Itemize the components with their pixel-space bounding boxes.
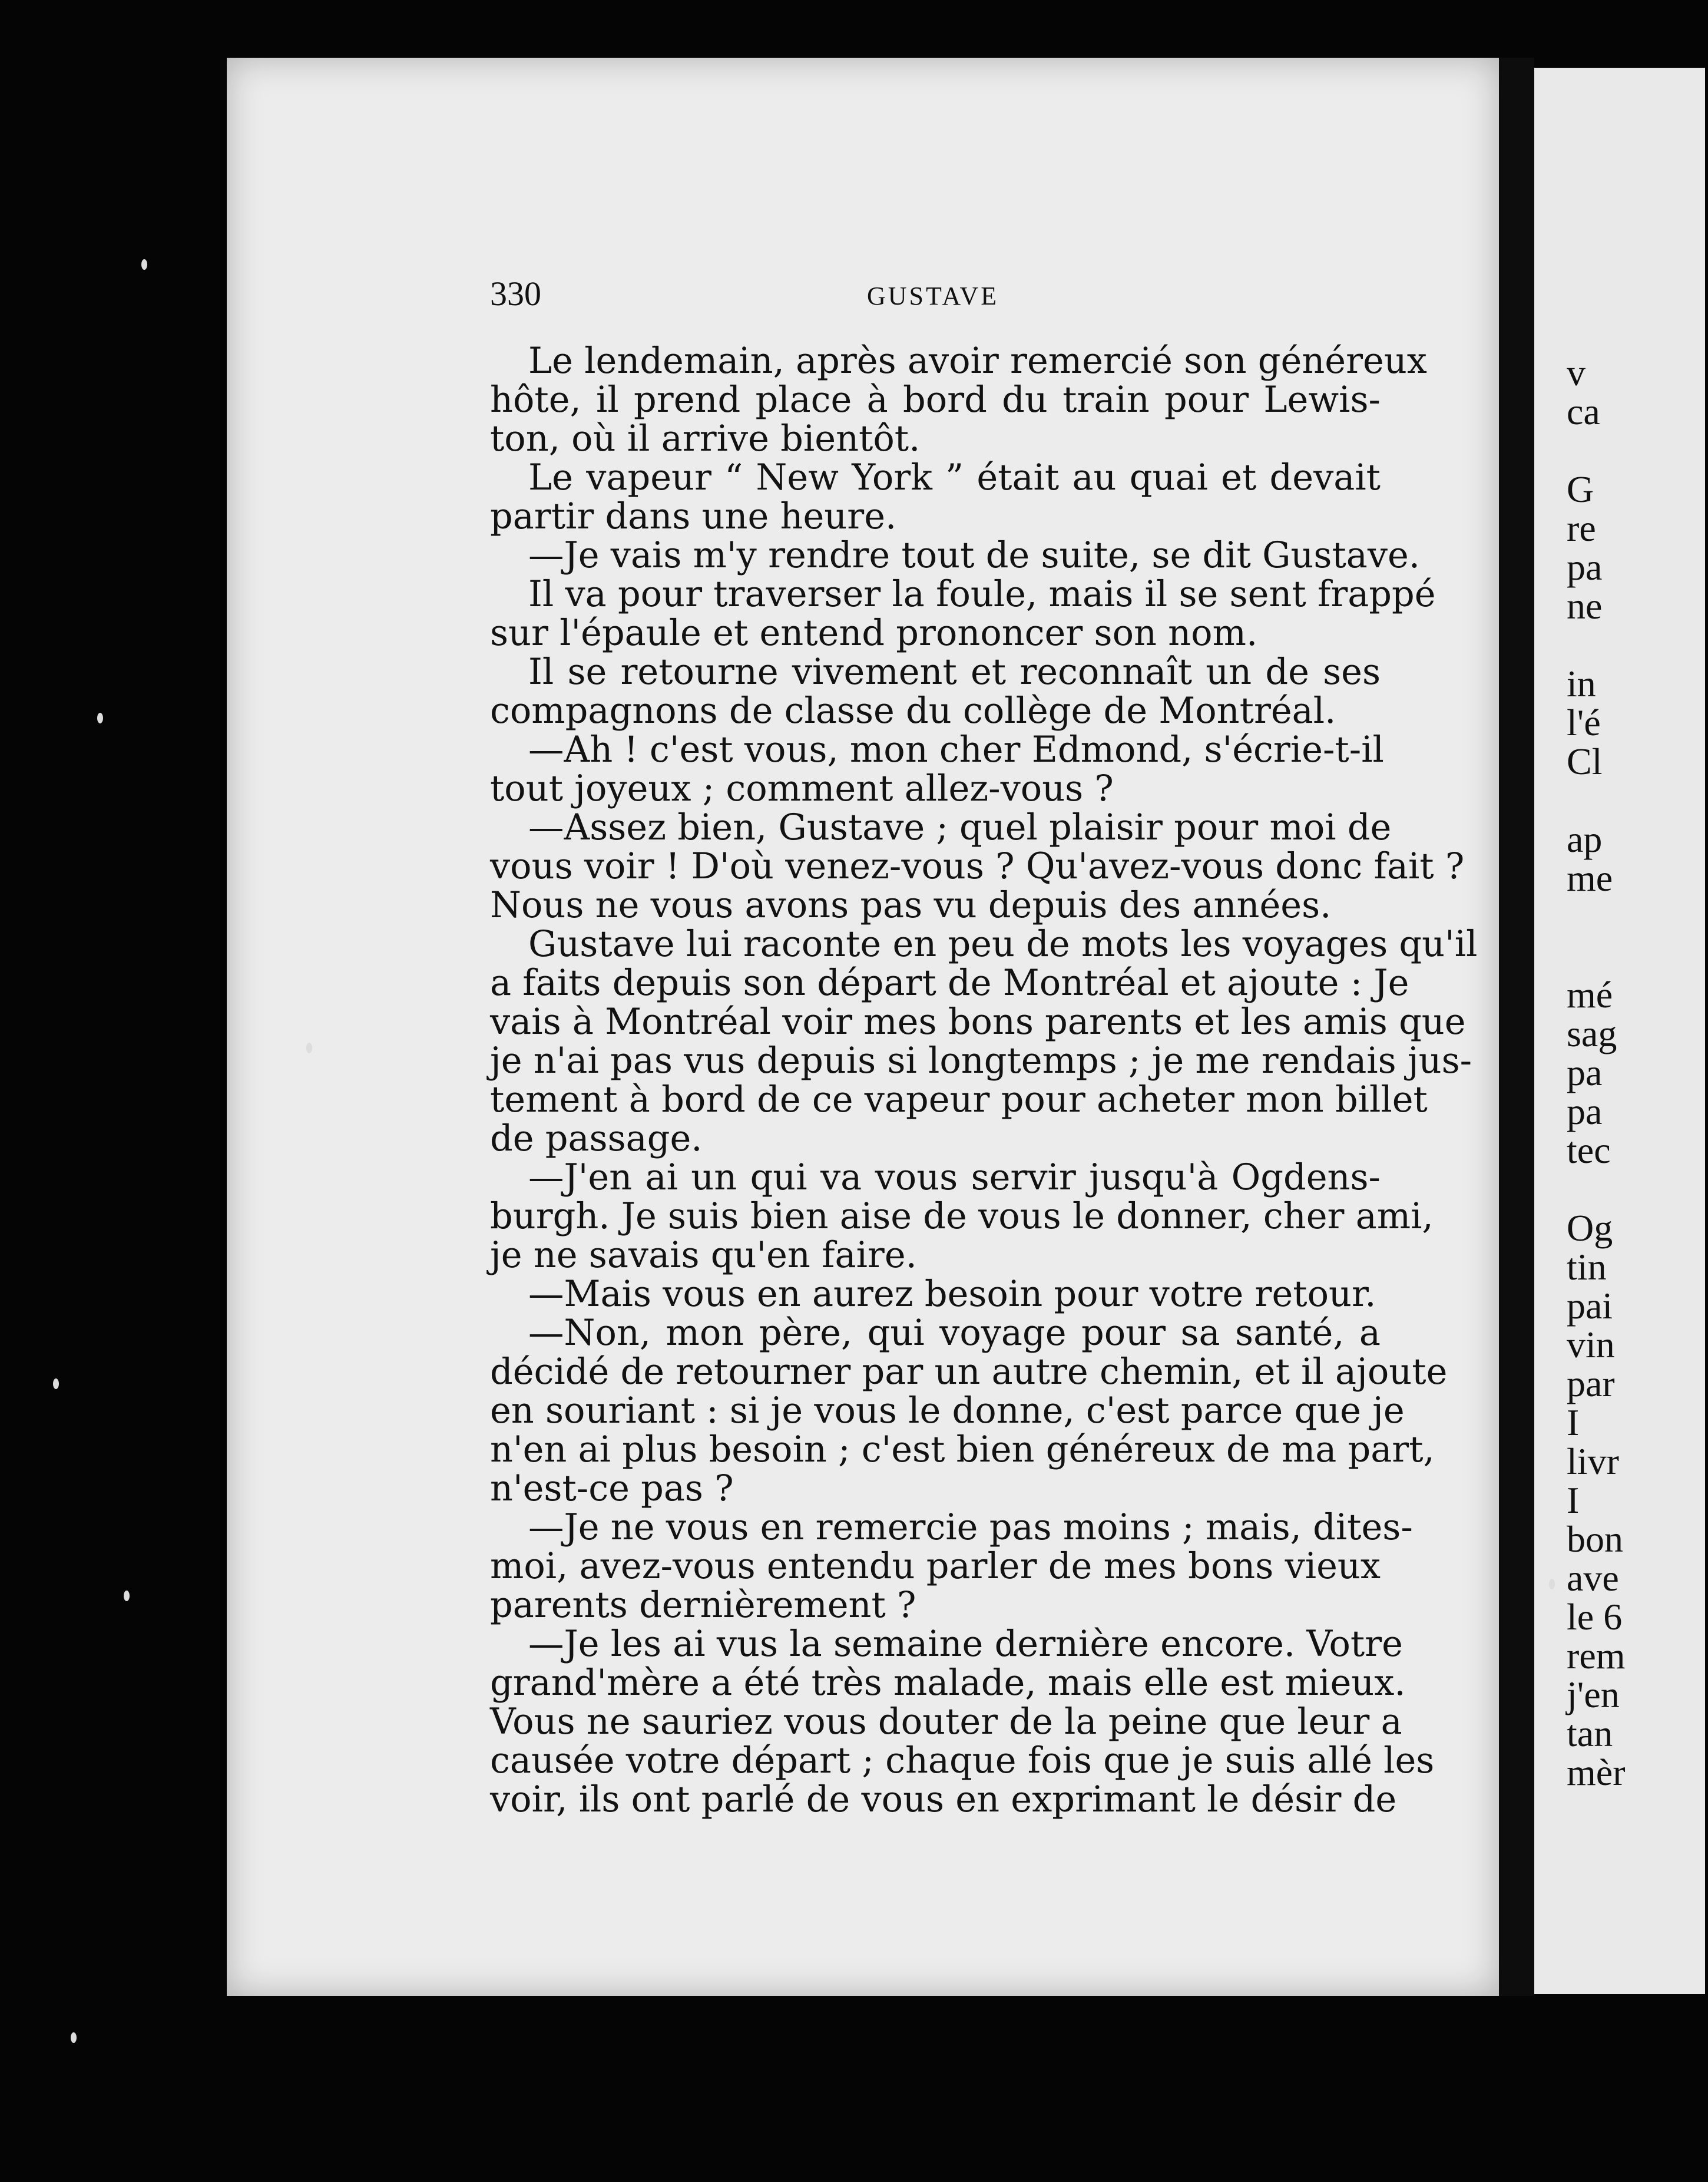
- page-header: [490, 274, 1381, 321]
- text-line: Il va pour traverser la foule, mais il se sent frappé: [528, 574, 1436, 615]
- text-line: grand'mère a été très malade, mais elle est mieux.: [490, 1662, 1406, 1704]
- facing-page-fragment: I: [1567, 1479, 1580, 1521]
- text-line: ton, où il arrive bientôt.: [490, 418, 921, 459]
- text-line: moi, avez-vous entendu parler de mes bons vieux: [490, 1546, 1381, 1587]
- text-line: tement à bord de ce vapeur pour acheter mon billet: [490, 1079, 1428, 1120]
- facing-page-fragment: pai: [1567, 1285, 1613, 1327]
- dust-speck: [306, 1043, 312, 1053]
- facing-page-fragment: ave: [1567, 1557, 1619, 1599]
- facing-page-fragment: pa: [1567, 1052, 1603, 1093]
- text-line: partir dans une heure.: [490, 496, 897, 537]
- dust-speck: [97, 713, 103, 723]
- text-line: n'est-ce pas ?: [490, 1468, 734, 1509]
- text-line: a faits depuis son départ de Montréal et ajoute : Je: [490, 963, 1409, 1004]
- dust-speck: [1549, 1579, 1555, 1589]
- dust-speck: [53, 1378, 59, 1389]
- text-line: vais à Montréal voir mes bons parents et les amis que: [490, 1001, 1466, 1043]
- text-line: compagnons de classe du collège de Montréal.: [490, 690, 1336, 732]
- facing-page-fragment: me: [1567, 857, 1613, 899]
- book-gutter: [1499, 58, 1534, 1996]
- text-line: n'en ai plus besoin ; c'est bien généreux de ma part,: [490, 1429, 1435, 1470]
- text-line: en souriant : si je vous le donne, c'est parce que je: [490, 1390, 1405, 1431]
- text-line: voir, ils ont parlé de vous en exprimant le désir de: [490, 1779, 1397, 1820]
- text-line: —Je ne vous en remercie pas moins ; mais, dites-: [528, 1507, 1413, 1548]
- facing-page-fragment: mé: [1567, 974, 1613, 1016]
- facing-page-fragment: I: [1567, 1401, 1580, 1443]
- text-line: causée votre départ ; chaque fois que je suis allé les: [490, 1740, 1435, 1781]
- text-line: —Mais vous en aurez besoin pour votre retour.: [528, 1274, 1376, 1315]
- text-line: décidé de retourner par un autre chemin, et il ajoute: [490, 1351, 1448, 1393]
- facing-page-fragment: pa: [1567, 1090, 1603, 1132]
- text-line: Il se retourne vivement et reconnaît un de ses: [528, 652, 1381, 693]
- facing-page-fragment: par: [1567, 1363, 1615, 1404]
- facing-page-fragment: Cl: [1567, 740, 1603, 782]
- facing-page-fragment: re: [1567, 507, 1596, 549]
- facing-page-fragment: mèr: [1567, 1751, 1626, 1793]
- text-line: tout joyeux ; comment allez-vous ?: [490, 768, 1114, 809]
- text-line: de passage.: [490, 1118, 703, 1159]
- text-line: Le lendemain, après avoir remercié son généreux: [528, 340, 1427, 382]
- facing-page-fragment: ne: [1567, 585, 1603, 627]
- facing-page-fragment: pa: [1567, 546, 1603, 588]
- facing-page-fragment: in: [1567, 663, 1596, 705]
- text-line: Vous ne sauriez vous douter de la peine que leur a: [490, 1701, 1402, 1743]
- text-line: —Je vais m'y rendre tout de suite, se dit Gustave.: [528, 535, 1421, 576]
- text-line: —J'en ai un qui va vous servir jusqu'à Ogdens-: [528, 1157, 1381, 1198]
- facing-page-fragment: bon: [1567, 1518, 1623, 1560]
- facing-page-fragment: tan: [1567, 1712, 1613, 1754]
- body-text: [490, 340, 1478, 1820]
- text-line: Le vapeur “ New York ” était au quai et devait: [528, 457, 1381, 498]
- text-line: —Je les ai vus la semaine dernière encore. Votre: [528, 1624, 1403, 1665]
- text-line: burgh. Je suis bien aise de vous le donner, cher ami,: [490, 1196, 1434, 1237]
- dust-speck: [141, 259, 147, 270]
- facing-page-fragment: l'é: [1567, 702, 1601, 743]
- facing-page-fragment: ap: [1567, 818, 1603, 860]
- text-line: parents dernièrement ?: [490, 1585, 916, 1626]
- facing-page-fragment: rem: [1567, 1635, 1626, 1677]
- facing-page-fragment: livr: [1567, 1440, 1619, 1482]
- text-line: —Assez bien, Gustave ; quel plaisir pour moi de: [528, 807, 1392, 848]
- facing-page-fragment: v: [1567, 352, 1585, 394]
- facing-page-fragment: G: [1567, 468, 1594, 510]
- text-line: —Non, mon père, qui voyage pour sa santé, a: [528, 1312, 1381, 1354]
- dust-speck: [71, 2032, 77, 2043]
- text-line: je n'ai pas vus depuis si longtemps ; je me rendais jus-: [490, 1040, 1472, 1082]
- facing-page-fragment: vin: [1567, 1324, 1615, 1366]
- facing-page-fragment: ca: [1567, 391, 1600, 432]
- facing-page-fragment: tec: [1567, 1129, 1611, 1171]
- facing-page-fragment: sag: [1567, 1013, 1617, 1054]
- text-line: je ne savais qu'en faire.: [490, 1235, 917, 1276]
- dust-speck: [124, 1591, 130, 1601]
- text-line: vous voir ! D'où venez-vous ? Qu'avez-vous donc fait ?: [490, 846, 1465, 887]
- facing-page-fragment: le 6: [1567, 1596, 1623, 1638]
- facing-page-fragment: Og: [1567, 1207, 1613, 1249]
- running-title: GUSTAVE: [867, 282, 999, 310]
- page-number: 330: [490, 275, 541, 313]
- facing-page-fragment: j'en: [1567, 1674, 1620, 1715]
- text-line: sur l'épaule et entend prononcer son nom.: [490, 613, 1258, 654]
- text-line: hôte, il prend place à bord du train pour Lewis-: [490, 379, 1381, 421]
- text-line: Gustave lui raconte en peu de mots les voyages qu'il: [528, 924, 1478, 965]
- facing-page-fragment: tin: [1567, 1246, 1607, 1288]
- text-line: —Ah ! c'est vous, mon cher Edmond, s'écrie-t-il: [528, 729, 1384, 771]
- text-line: Nous ne vous avons pas vu depuis des années.: [490, 885, 1332, 926]
